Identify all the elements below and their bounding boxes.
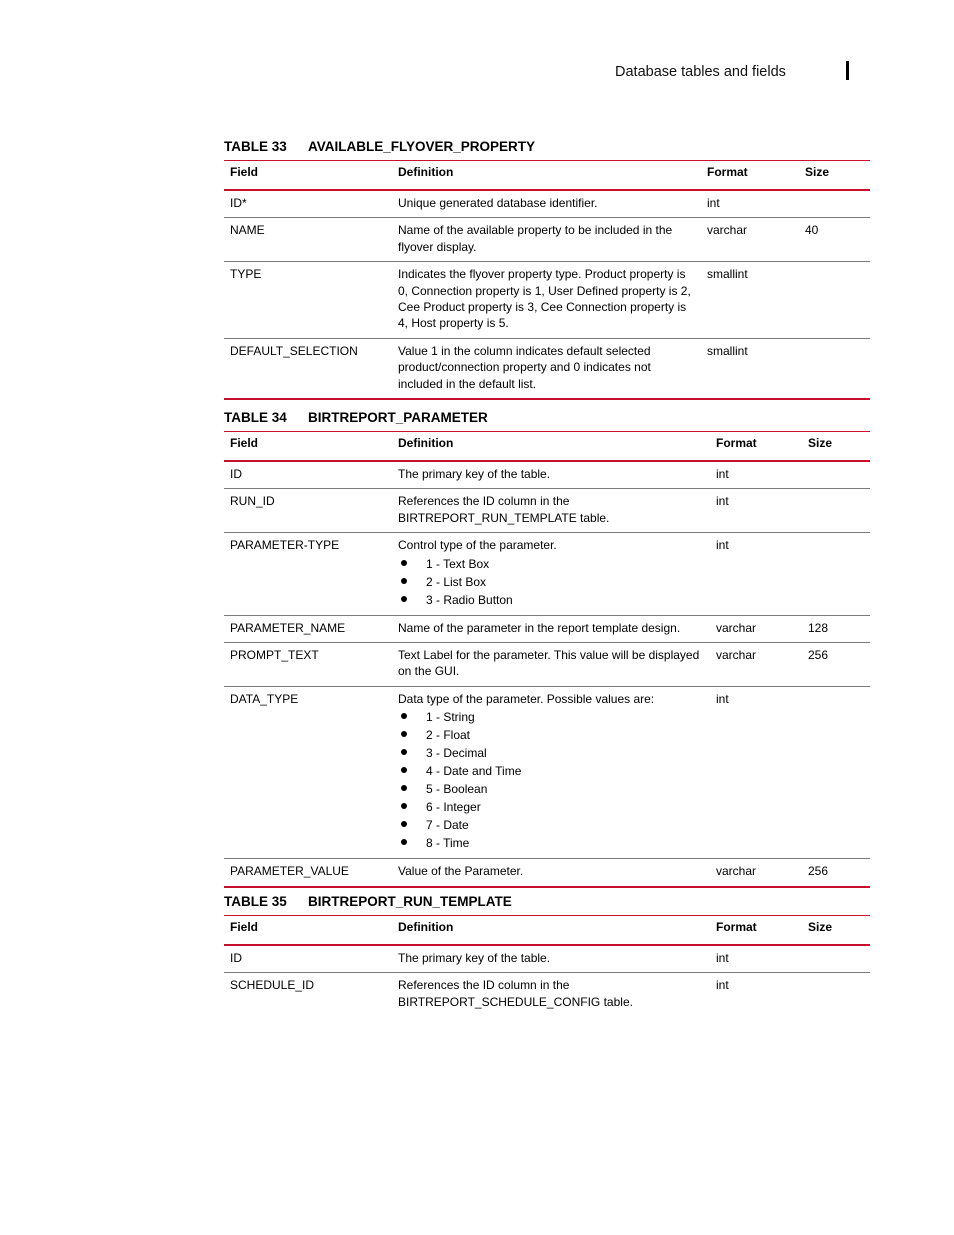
table-caption	[224, 894, 870, 910]
table-number: TABLE 34	[224, 410, 287, 425]
cell-size	[799, 262, 870, 339]
cell-definition: Unique generated database identifier.	[392, 190, 701, 218]
cell-field: PROMPT_TEXT	[224, 643, 392, 687]
cell-format: smallint	[701, 262, 799, 339]
list-item: 5 - Boolean	[398, 780, 704, 798]
column-header-format: Format	[701, 161, 799, 191]
list-item: 1 - Text Box	[398, 555, 704, 573]
column-header-format: Format	[710, 432, 802, 462]
table-row	[224, 533, 870, 615]
cell-field: ID	[224, 461, 392, 489]
cell-definition: References the ID column in the BIRTREPORT_RUN_TEMPLATE table.	[392, 489, 710, 533]
cell-definition: The primary key of the table.	[392, 945, 710, 973]
table-35	[224, 915, 870, 1016]
column-header-field: Field	[224, 916, 392, 946]
table-name: BIRTREPORT_RUN_TEMPLATE	[308, 894, 512, 909]
column-header-size: Size	[799, 161, 870, 191]
list-item: 1 - String	[398, 708, 704, 726]
table-row	[224, 643, 870, 687]
table-row	[224, 859, 870, 887]
definition-text: Control type of the parameter.	[398, 538, 557, 553]
cell-size: 256	[808, 864, 829, 879]
list-item: 2 - List Box	[398, 573, 704, 591]
column-header-definition: Definition	[392, 432, 710, 462]
cell-field: DEFAULT_SELECTION	[230, 343, 358, 358]
table-34	[224, 431, 870, 888]
list-item: 2 - Float	[398, 726, 704, 744]
cell-format: smallint	[707, 343, 748, 358]
cell-field: PARAMETER-TYPE	[224, 533, 392, 615]
table-row	[224, 461, 870, 489]
cell-size	[799, 190, 870, 218]
cell-definition	[392, 533, 710, 615]
column-header-size: Size	[802, 432, 870, 462]
cell-definition: References the ID column in the BIRTREPORT_SCHEDULE_CONFIG table.	[398, 978, 633, 1009]
cell-field: DATA_TYPE	[224, 686, 392, 858]
list-item: 3 - Radio Button	[398, 591, 704, 609]
list-item: 4 - Date and Time	[398, 762, 704, 780]
cell-format: int	[710, 686, 802, 858]
cell-format: int	[710, 489, 802, 533]
column-header-format: Format	[710, 916, 802, 946]
cell-definition: Value 1 in the column indicates default selected product/connection property and 0 indicates not included in the default list.	[398, 343, 651, 391]
table-header-row	[224, 432, 870, 462]
cell-format: varchar	[701, 218, 799, 262]
table-number: TABLE 33	[224, 139, 287, 154]
table-33	[224, 160, 870, 400]
table-row	[224, 973, 870, 1016]
cell-size	[799, 338, 870, 399]
table-name: BIRTREPORT_PARAMETER	[308, 410, 488, 425]
column-header-definition: Definition	[392, 916, 710, 946]
cell-format: int	[710, 945, 802, 973]
cell-size	[802, 686, 870, 858]
page-header-title: Database tables and fields	[615, 64, 786, 80]
cell-definition: Text Label for the parameter. This value will be displayed on the GUI.	[392, 643, 710, 687]
cell-size: 256	[802, 643, 870, 687]
table-header-row	[224, 161, 870, 191]
table-35-block	[224, 894, 870, 1016]
cell-definition	[392, 686, 710, 858]
cell-size: 128	[802, 615, 870, 642]
list-item: 3 - Decimal	[398, 744, 704, 762]
column-header-size: Size	[802, 916, 870, 946]
cell-size	[802, 489, 870, 533]
cell-size: 40	[799, 218, 870, 262]
cell-size	[802, 533, 870, 615]
cell-format: varchar	[710, 615, 802, 642]
cell-field: PARAMETER_VALUE	[230, 864, 349, 879]
cell-field: NAME	[224, 218, 392, 262]
table-row	[224, 190, 870, 218]
list-item: 8 - Time	[398, 834, 704, 852]
cell-size	[802, 973, 870, 1016]
cell-format: int	[710, 533, 802, 615]
table-row	[224, 262, 870, 339]
cell-definition: Value of the Parameter.	[398, 864, 524, 879]
table-row	[224, 686, 870, 858]
column-header-field: Field	[224, 161, 392, 191]
cell-field: SCHEDULE_ID	[230, 978, 315, 993]
cell-definition: The primary key of the table.	[392, 461, 710, 489]
cell-definition: Name of the parameter in the report template design.	[392, 615, 710, 642]
table-row	[224, 615, 870, 642]
column-header-definition: Definition	[392, 161, 701, 191]
cell-format: int	[716, 978, 729, 993]
cell-format: int	[710, 461, 802, 489]
cell-size	[802, 945, 870, 973]
table-row	[224, 338, 870, 399]
table-row	[224, 489, 870, 533]
list-item: 6 - Integer	[398, 798, 704, 816]
table-34-block	[224, 410, 870, 888]
option-list	[398, 555, 704, 609]
table-name: AVAILABLE_FLYOVER_PROPERTY	[308, 139, 536, 154]
table-row	[224, 945, 870, 973]
table-number: TABLE 35	[224, 894, 287, 909]
cell-field: ID*	[224, 190, 392, 218]
table-caption	[224, 139, 870, 155]
cell-size	[802, 461, 870, 489]
header-marker-bar	[846, 61, 849, 80]
column-header-field: Field	[224, 432, 392, 462]
cell-format: int	[701, 190, 799, 218]
list-item: 7 - Date	[398, 816, 704, 834]
cell-field: ID	[224, 945, 392, 973]
cell-definition: Indicates the flyover property type. Product property is 0, Connection property is 1, User Defined property is 2, Cee Product property is 3, Cee Connection property is 4, Host property is 5.	[392, 262, 701, 339]
cell-format: varchar	[710, 643, 802, 687]
cell-field: TYPE	[224, 262, 392, 339]
cell-format: varchar	[716, 864, 757, 879]
table-row	[224, 218, 870, 262]
table-33-block	[224, 139, 870, 400]
definition-text: Data type of the parameter. Possible values are:	[398, 691, 655, 706]
cell-definition: Name of the available property to be included in the flyover display.	[392, 218, 701, 262]
cell-field: PARAMETER_NAME	[224, 615, 392, 642]
table-caption	[224, 410, 870, 426]
option-list	[398, 708, 704, 852]
table-header-row	[224, 916, 870, 946]
cell-field: RUN_ID	[224, 489, 392, 533]
